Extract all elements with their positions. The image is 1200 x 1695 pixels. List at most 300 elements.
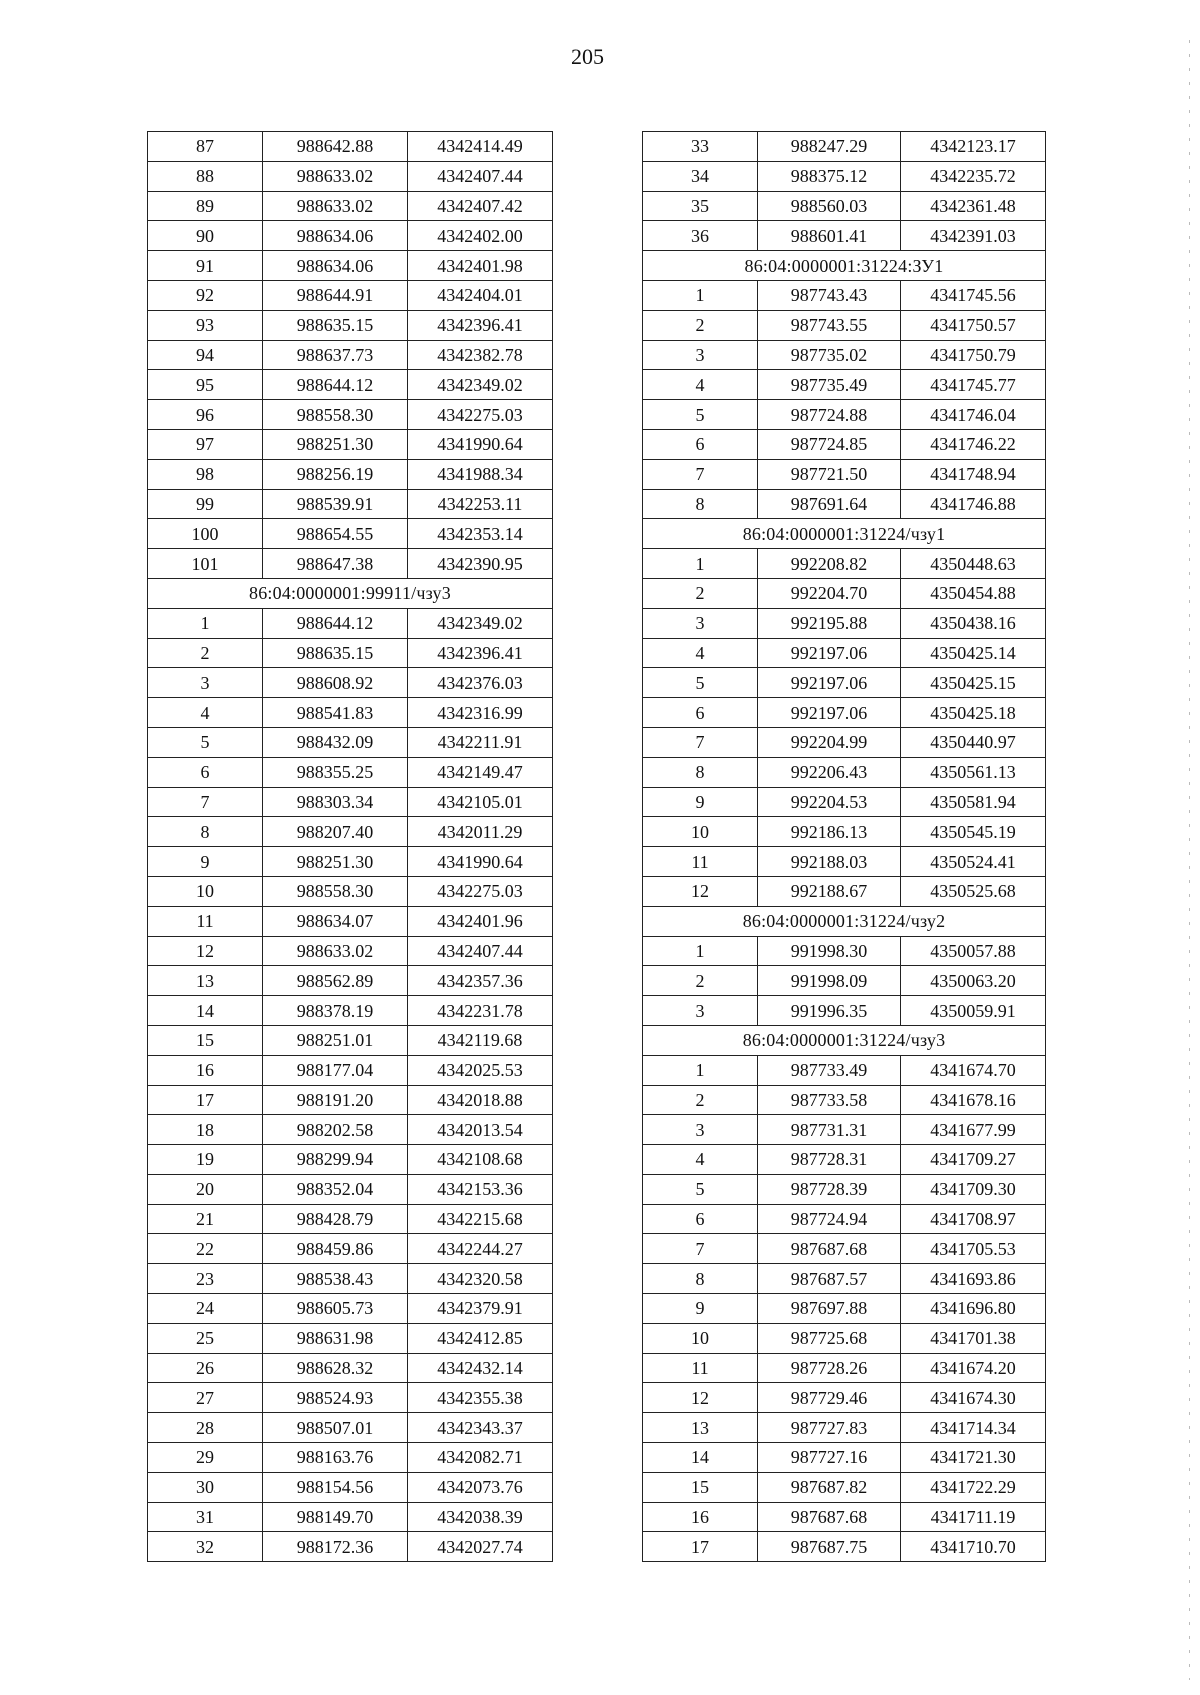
x-coordinate-cell: 988251.30: [263, 429, 408, 459]
section-header-row: [148, 578, 553, 608]
x-coordinate-cell: 988637.73: [263, 340, 408, 370]
x-coordinate-cell: 992188.67: [758, 876, 901, 906]
table-row: [148, 191, 553, 221]
y-coordinate-cell: 4342407.44: [408, 936, 553, 966]
point-number-cell: 11: [643, 1353, 758, 1383]
x-coordinate-cell: 988634.06: [263, 251, 408, 281]
point-number-cell: 17: [643, 1532, 758, 1562]
x-coordinate-cell: 988541.83: [263, 698, 408, 728]
point-number-cell: 9: [643, 1294, 758, 1324]
x-coordinate-cell: 988355.25: [263, 757, 408, 787]
y-coordinate-cell: 4342343.37: [408, 1413, 553, 1443]
point-number-cell: 87: [148, 132, 263, 162]
table-row: [643, 1532, 1046, 1562]
x-coordinate-cell: 987721.50: [758, 459, 901, 489]
y-coordinate-cell: 4342355.38: [408, 1383, 553, 1413]
y-coordinate-cell: 4342275.03: [408, 400, 553, 430]
point-number-cell: 10: [148, 876, 263, 906]
x-coordinate-cell: 988538.43: [263, 1264, 408, 1294]
table-row: [148, 966, 553, 996]
x-coordinate-cell: 988299.94: [263, 1145, 408, 1175]
y-coordinate-cell: 4342376.03: [408, 668, 553, 698]
point-number-cell: 2: [643, 966, 758, 996]
point-number-cell: 4: [643, 638, 758, 668]
y-coordinate-cell: 4350425.18: [901, 698, 1046, 728]
table-row: [643, 936, 1046, 966]
table-row: [148, 996, 553, 1026]
table-row: [643, 1413, 1046, 1443]
table-row: [643, 1055, 1046, 1085]
y-coordinate-cell: 4342379.91: [408, 1294, 553, 1324]
point-number-cell: 2: [148, 638, 263, 668]
x-coordinate-cell: 992186.13: [758, 817, 901, 847]
y-coordinate-cell: 4341693.86: [901, 1264, 1046, 1294]
y-coordinate-cell: 4342349.02: [408, 608, 553, 638]
x-coordinate-cell: 987727.83: [758, 1413, 901, 1443]
table-row: [148, 280, 553, 310]
y-coordinate-cell: 4342407.42: [408, 191, 553, 221]
x-coordinate-cell: 987724.85: [758, 429, 901, 459]
table-row: [643, 132, 1046, 162]
point-number-cell: 2: [643, 1085, 758, 1115]
point-number-cell: 1: [643, 1055, 758, 1085]
table-row: [643, 429, 1046, 459]
x-coordinate-cell: 987733.58: [758, 1085, 901, 1115]
table-row: [148, 429, 553, 459]
point-number-cell: 3: [148, 668, 263, 698]
table-row: [643, 757, 1046, 787]
y-coordinate-cell: 4350425.15: [901, 668, 1046, 698]
table-row: [148, 1502, 553, 1532]
y-coordinate-cell: 4342382.78: [408, 340, 553, 370]
table-row: [643, 727, 1046, 757]
y-coordinate-cell: 4342320.58: [408, 1264, 553, 1294]
y-coordinate-cell: 4342013.54: [408, 1115, 553, 1145]
y-coordinate-cell: 4350059.91: [901, 996, 1046, 1026]
point-number-cell: 18: [148, 1115, 263, 1145]
x-coordinate-cell: 988560.03: [758, 191, 901, 221]
x-coordinate-cell: 992197.06: [758, 698, 901, 728]
y-coordinate-cell: 4341722.29: [901, 1472, 1046, 1502]
y-coordinate-cell: 4350561.13: [901, 757, 1046, 787]
section-header-row: [643, 1025, 1046, 1055]
section-header-label: 86:04:0000001:31224/чзу3: [643, 1025, 1046, 1055]
coordinates-table-right: [642, 131, 1046, 1562]
y-coordinate-cell: 4342108.68: [408, 1145, 553, 1175]
table-row: [148, 1443, 553, 1473]
y-coordinate-cell: 4342038.39: [408, 1502, 553, 1532]
point-number-cell: 3: [643, 996, 758, 1026]
y-coordinate-cell: 4350057.88: [901, 936, 1046, 966]
table-row: [643, 1115, 1046, 1145]
point-number-cell: 8: [643, 757, 758, 787]
y-coordinate-cell: 4341746.04: [901, 400, 1046, 430]
point-number-cell: 97: [148, 429, 263, 459]
y-coordinate-cell: 4342396.41: [408, 310, 553, 340]
x-coordinate-cell: 988633.02: [263, 936, 408, 966]
point-number-cell: 7: [643, 459, 758, 489]
x-coordinate-cell: 992204.53: [758, 787, 901, 817]
table-row: [148, 549, 553, 579]
y-coordinate-cell: 4350581.94: [901, 787, 1046, 817]
y-coordinate-cell: 4342316.99: [408, 698, 553, 728]
table-row: [148, 638, 553, 668]
y-coordinate-cell: 4350454.88: [901, 578, 1046, 608]
y-coordinate-cell: 4342390.95: [408, 549, 553, 579]
point-number-cell: 92: [148, 280, 263, 310]
point-number-cell: 21: [148, 1204, 263, 1234]
point-number-cell: 35: [643, 191, 758, 221]
y-coordinate-cell: 4341708.97: [901, 1204, 1046, 1234]
y-coordinate-cell: 4350438.16: [901, 608, 1046, 638]
table-row: [643, 698, 1046, 728]
x-coordinate-cell: 988644.12: [263, 608, 408, 638]
x-coordinate-cell: 988634.06: [263, 221, 408, 251]
table-row: [148, 1353, 553, 1383]
table-row: [643, 489, 1046, 519]
point-number-cell: 101: [148, 549, 263, 579]
x-coordinate-cell: 988507.01: [263, 1413, 408, 1443]
table-row: [148, 132, 553, 162]
y-coordinate-cell: 4341705.53: [901, 1234, 1046, 1264]
point-number-cell: 24: [148, 1294, 263, 1324]
y-coordinate-cell: 4341674.20: [901, 1353, 1046, 1383]
point-number-cell: 6: [643, 1204, 758, 1234]
x-coordinate-cell: 987735.02: [758, 340, 901, 370]
y-coordinate-cell: 4342231.78: [408, 996, 553, 1026]
y-coordinate-cell: 4341746.22: [901, 429, 1046, 459]
x-coordinate-cell: 988654.55: [263, 519, 408, 549]
point-number-cell: 1: [643, 549, 758, 579]
point-number-cell: 14: [148, 996, 263, 1026]
x-coordinate-cell: 988432.09: [263, 727, 408, 757]
table-row: [148, 1323, 553, 1353]
x-coordinate-cell: 988647.38: [263, 549, 408, 579]
table-row: [643, 578, 1046, 608]
table-row: [643, 1145, 1046, 1175]
table-row: [148, 310, 553, 340]
y-coordinate-cell: 4342235.72: [901, 161, 1046, 191]
table-row: [643, 1353, 1046, 1383]
x-coordinate-cell: 987735.49: [758, 370, 901, 400]
table-row: [643, 280, 1046, 310]
y-coordinate-cell: 4341674.30: [901, 1383, 1046, 1413]
point-number-cell: 11: [643, 847, 758, 877]
y-coordinate-cell: 4350545.19: [901, 817, 1046, 847]
point-number-cell: 94: [148, 340, 263, 370]
table-row: [148, 1383, 553, 1413]
x-coordinate-cell: 988256.19: [263, 459, 408, 489]
point-number-cell: 96: [148, 400, 263, 430]
x-coordinate-cell: 987727.16: [758, 1443, 901, 1473]
x-coordinate-cell: 988191.20: [263, 1085, 408, 1115]
point-number-cell: 5: [643, 668, 758, 698]
table-row: [643, 668, 1046, 698]
x-coordinate-cell: 992208.82: [758, 549, 901, 579]
x-coordinate-cell: 987729.46: [758, 1383, 901, 1413]
table-row: [148, 221, 553, 251]
y-coordinate-cell: 4342361.48: [901, 191, 1046, 221]
x-coordinate-cell: 988539.91: [263, 489, 408, 519]
x-coordinate-cell: 992204.99: [758, 727, 901, 757]
point-number-cell: 4: [643, 1145, 758, 1175]
y-coordinate-cell: 4342401.98: [408, 251, 553, 281]
y-coordinate-cell: 4342404.01: [408, 280, 553, 310]
y-coordinate-cell: 4342412.85: [408, 1323, 553, 1353]
y-coordinate-cell: 4342211.91: [408, 727, 553, 757]
table-row: [148, 1145, 553, 1175]
point-number-cell: 7: [643, 727, 758, 757]
point-number-cell: 34: [643, 161, 758, 191]
y-coordinate-cell: 4341701.38: [901, 1323, 1046, 1353]
table-row: [643, 1264, 1046, 1294]
y-coordinate-cell: 4342275.03: [408, 876, 553, 906]
point-number-cell: 2: [643, 310, 758, 340]
table-row: [643, 1323, 1046, 1353]
table-row: [643, 608, 1046, 638]
point-number-cell: 1: [643, 936, 758, 966]
y-coordinate-cell: 4342215.68: [408, 1204, 553, 1234]
table-row: [643, 400, 1046, 430]
table-row: [148, 489, 553, 519]
x-coordinate-cell: 988608.92: [263, 668, 408, 698]
table-row: [643, 1443, 1046, 1473]
point-number-cell: 4: [643, 370, 758, 400]
coordinates-table-left: [147, 131, 553, 1562]
y-coordinate-cell: 4350525.68: [901, 876, 1046, 906]
point-number-cell: 3: [643, 1115, 758, 1145]
point-number-cell: 6: [643, 698, 758, 728]
x-coordinate-cell: 987687.82: [758, 1472, 901, 1502]
table-row: [643, 191, 1046, 221]
table-row: [643, 1234, 1046, 1264]
point-number-cell: 7: [643, 1234, 758, 1264]
y-coordinate-cell: 4342353.14: [408, 519, 553, 549]
y-coordinate-cell: 4341709.27: [901, 1145, 1046, 1175]
y-coordinate-cell: 4341745.56: [901, 280, 1046, 310]
point-number-cell: 13: [148, 966, 263, 996]
point-number-cell: 89: [148, 191, 263, 221]
y-coordinate-cell: 4342105.01: [408, 787, 553, 817]
table-row: [148, 1532, 553, 1562]
table-row: [643, 1472, 1046, 1502]
x-coordinate-cell: 987697.88: [758, 1294, 901, 1324]
point-number-cell: 29: [148, 1443, 263, 1473]
point-number-cell: 28: [148, 1413, 263, 1443]
section-header-label: 86:04:0000001:99911/чзу3: [148, 578, 553, 608]
point-number-cell: 13: [643, 1413, 758, 1443]
table-row: [643, 161, 1046, 191]
table-row: [148, 1115, 553, 1145]
table-row: [643, 221, 1046, 251]
table-row: [148, 1264, 553, 1294]
x-coordinate-cell: 988247.29: [758, 132, 901, 162]
table-row: [148, 519, 553, 549]
x-coordinate-cell: 988628.32: [263, 1353, 408, 1383]
table-row: [643, 549, 1046, 579]
point-number-cell: 25: [148, 1323, 263, 1353]
table-row: [148, 340, 553, 370]
y-coordinate-cell: 4350524.41: [901, 847, 1046, 877]
point-number-cell: 9: [148, 847, 263, 877]
section-header-label: 86:04:0000001:31224:ЗУ1: [643, 251, 1046, 281]
table-row: [643, 1294, 1046, 1324]
x-coordinate-cell: 987743.43: [758, 280, 901, 310]
point-number-cell: 32: [148, 1532, 263, 1562]
y-coordinate-cell: 4342027.74: [408, 1532, 553, 1562]
y-coordinate-cell: 4341674.70: [901, 1055, 1046, 1085]
y-coordinate-cell: 4341677.99: [901, 1115, 1046, 1145]
y-coordinate-cell: 4342153.36: [408, 1174, 553, 1204]
x-coordinate-cell: 987724.94: [758, 1204, 901, 1234]
x-coordinate-cell: 988352.04: [263, 1174, 408, 1204]
y-coordinate-cell: 4342119.68: [408, 1025, 553, 1055]
point-number-cell: 100: [148, 519, 263, 549]
table-row: [643, 1383, 1046, 1413]
y-coordinate-cell: 4342011.29: [408, 817, 553, 847]
x-coordinate-cell: 987743.55: [758, 310, 901, 340]
y-coordinate-cell: 4341746.88: [901, 489, 1046, 519]
x-coordinate-cell: 992197.06: [758, 668, 901, 698]
x-coordinate-cell: 988428.79: [263, 1204, 408, 1234]
y-coordinate-cell: 4341748.94: [901, 459, 1046, 489]
point-number-cell: 12: [643, 876, 758, 906]
table-row: [148, 1413, 553, 1443]
x-coordinate-cell: 987733.49: [758, 1055, 901, 1085]
x-coordinate-cell: 988207.40: [263, 817, 408, 847]
table-row: [643, 1174, 1046, 1204]
point-number-cell: 27: [148, 1383, 263, 1413]
point-number-cell: 16: [643, 1502, 758, 1532]
point-number-cell: 8: [643, 1264, 758, 1294]
point-number-cell: 3: [643, 608, 758, 638]
point-number-cell: 98: [148, 459, 263, 489]
point-number-cell: 30: [148, 1472, 263, 1502]
y-coordinate-cell: 4342402.00: [408, 221, 553, 251]
y-coordinate-cell: 4342244.27: [408, 1234, 553, 1264]
point-number-cell: 26: [148, 1353, 263, 1383]
x-coordinate-cell: 988635.15: [263, 310, 408, 340]
x-coordinate-cell: 988558.30: [263, 400, 408, 430]
x-coordinate-cell: 988251.01: [263, 1025, 408, 1055]
table-row: [148, 400, 553, 430]
y-coordinate-cell: 4342349.02: [408, 370, 553, 400]
x-coordinate-cell: 992206.43: [758, 757, 901, 787]
table-row: [643, 459, 1046, 489]
x-coordinate-cell: 988634.07: [263, 906, 408, 936]
table-row: [643, 638, 1046, 668]
point-number-cell: 7: [148, 787, 263, 817]
table-row: [148, 1234, 553, 1264]
table-row: [643, 966, 1046, 996]
section-header-label: 86:04:0000001:31224/чзу2: [643, 906, 1046, 936]
point-number-cell: 90: [148, 221, 263, 251]
point-number-cell: 95: [148, 370, 263, 400]
point-number-cell: 10: [643, 1323, 758, 1353]
point-number-cell: 36: [643, 221, 758, 251]
point-number-cell: 1: [643, 280, 758, 310]
point-number-cell: 9: [643, 787, 758, 817]
table-row: [643, 1085, 1046, 1115]
y-coordinate-cell: 4341696.80: [901, 1294, 1046, 1324]
point-number-cell: 88: [148, 161, 263, 191]
x-coordinate-cell: 991996.35: [758, 996, 901, 1026]
y-coordinate-cell: 4342401.96: [408, 906, 553, 936]
x-coordinate-cell: 987687.68: [758, 1234, 901, 1264]
point-number-cell: 99: [148, 489, 263, 519]
point-number-cell: 22: [148, 1234, 263, 1264]
y-coordinate-cell: 4341745.77: [901, 370, 1046, 400]
x-coordinate-cell: 987687.75: [758, 1532, 901, 1562]
x-coordinate-cell: 988635.15: [263, 638, 408, 668]
point-number-cell: 10: [643, 817, 758, 847]
y-coordinate-cell: 4350063.20: [901, 966, 1046, 996]
x-coordinate-cell: 988558.30: [263, 876, 408, 906]
x-coordinate-cell: 987731.31: [758, 1115, 901, 1145]
table-row: [643, 310, 1046, 340]
x-coordinate-cell: 987687.57: [758, 1264, 901, 1294]
y-coordinate-cell: 4341711.19: [901, 1502, 1046, 1532]
y-coordinate-cell: 4342407.44: [408, 161, 553, 191]
x-coordinate-cell: 987728.39: [758, 1174, 901, 1204]
table-row: [148, 1204, 553, 1234]
point-number-cell: 5: [148, 727, 263, 757]
y-coordinate-cell: 4350425.14: [901, 638, 1046, 668]
point-number-cell: 8: [148, 817, 263, 847]
point-number-cell: 20: [148, 1174, 263, 1204]
y-coordinate-cell: 4342391.03: [901, 221, 1046, 251]
section-header-row: [643, 519, 1046, 549]
point-number-cell: 33: [643, 132, 758, 162]
point-number-cell: 6: [643, 429, 758, 459]
point-number-cell: 19: [148, 1145, 263, 1175]
point-number-cell: 12: [148, 936, 263, 966]
right-table-body: [643, 132, 1046, 1562]
x-coordinate-cell: 988459.86: [263, 1234, 408, 1264]
point-number-cell: 93: [148, 310, 263, 340]
table-row: [148, 1085, 553, 1115]
table-row: [643, 996, 1046, 1026]
table-row: [643, 370, 1046, 400]
table-row: [643, 1502, 1046, 1532]
point-number-cell: 4: [148, 698, 263, 728]
x-coordinate-cell: 988375.12: [758, 161, 901, 191]
x-coordinate-cell: 988633.02: [263, 161, 408, 191]
table-row: [148, 608, 553, 638]
point-number-cell: 8: [643, 489, 758, 519]
x-coordinate-cell: 988378.19: [263, 996, 408, 1026]
x-coordinate-cell: 987728.31: [758, 1145, 901, 1175]
point-number-cell: 15: [148, 1025, 263, 1055]
y-coordinate-cell: 4342149.47: [408, 757, 553, 787]
table-row: [148, 459, 553, 489]
y-coordinate-cell: 4341714.34: [901, 1413, 1046, 1443]
point-number-cell: 6: [148, 757, 263, 787]
y-coordinate-cell: 4341990.64: [408, 429, 553, 459]
y-coordinate-cell: 4341990.64: [408, 847, 553, 877]
table-row: [148, 817, 553, 847]
x-coordinate-cell: 988149.70: [263, 1502, 408, 1532]
x-coordinate-cell: 992188.03: [758, 847, 901, 877]
table-row: [643, 876, 1046, 906]
x-coordinate-cell: 987691.64: [758, 489, 901, 519]
y-coordinate-cell: 4342082.71: [408, 1443, 553, 1473]
y-coordinate-cell: 4342123.17: [901, 132, 1046, 162]
point-number-cell: 23: [148, 1264, 263, 1294]
point-number-cell: 17: [148, 1085, 263, 1115]
x-coordinate-cell: 988163.76: [263, 1443, 408, 1473]
x-coordinate-cell: 988644.12: [263, 370, 408, 400]
